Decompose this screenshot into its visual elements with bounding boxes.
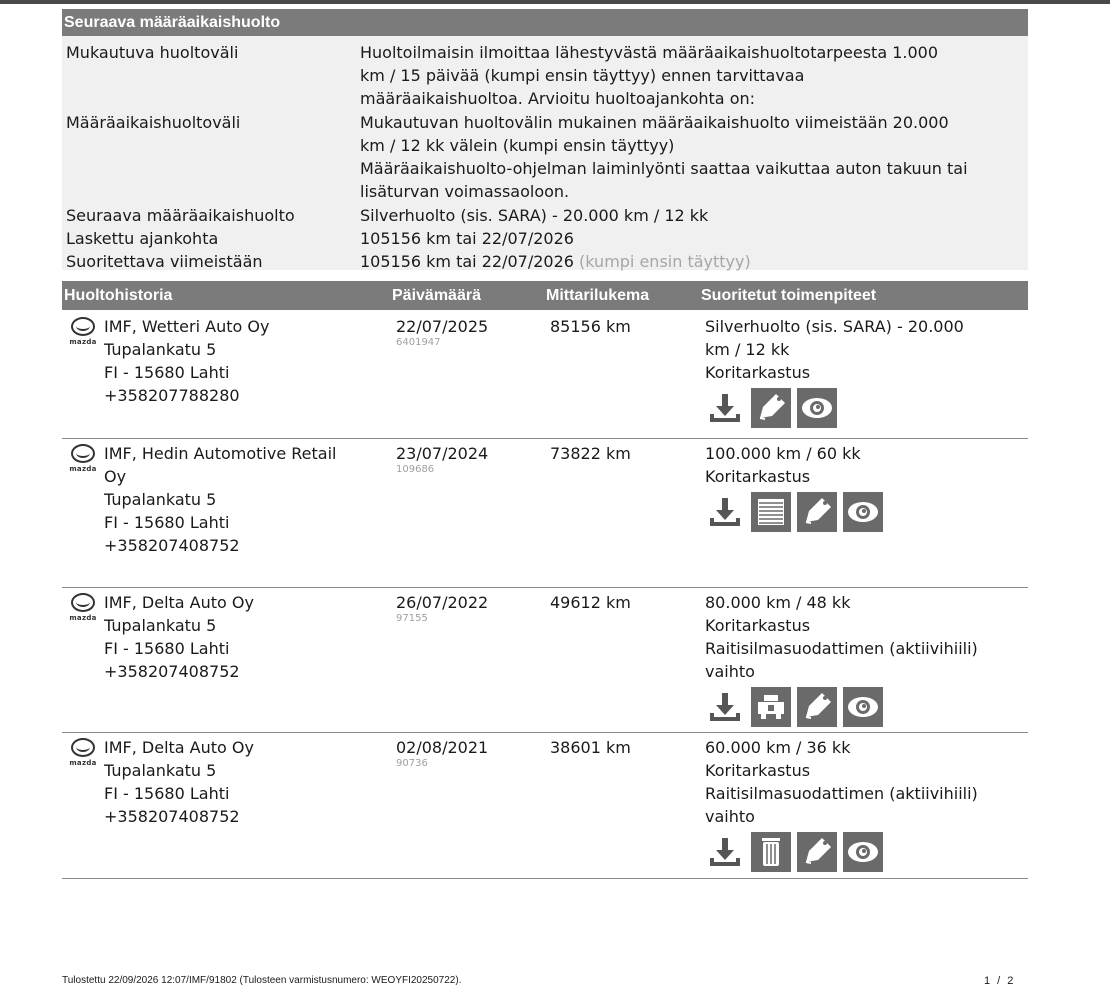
workshop-details: IMF, Wetteri Auto Oy Tupalankatu 5 FI - 15680 Lahti +358207788280 <box>104 317 270 405</box>
action-icons <box>705 388 1028 428</box>
next-service-value: Silverhuolto (sis. SARA) - 20.000 km / 12 kk <box>360 206 709 225</box>
workshop-details: IMF, Delta Auto Oy Tupalankatu 5 FI - 15680 Lahti +358207408752 <box>104 593 254 681</box>
workshop-details: IMF, Delta Auto Oy Tupalankatu 5 FI - 15680 Lahti +358207408752 <box>104 738 254 826</box>
action-icons <box>705 492 1028 532</box>
performed-operations: Silverhuolto (sis. SARA) - 20.000 km / 12 kk Koritarkastus <box>705 315 1028 428</box>
car-icon[interactable] <box>751 687 791 727</box>
tag-icon[interactable] <box>797 687 837 727</box>
filter-icon[interactable] <box>751 492 791 532</box>
odometer-reading: 38601 km <box>550 738 631 757</box>
document-number: 109686 <box>396 464 435 475</box>
next-service-heading: Seuraava määräaikaishuolto <box>62 9 1028 36</box>
download-icon[interactable] <box>705 687 745 727</box>
eye-icon[interactable] <box>843 492 883 532</box>
calculated-time-label: Laskettu ajankohta <box>66 229 219 248</box>
performed-operations: 60.000 km / 36 kk Koritarkastus Raitisilmasuodattimen (aktiivihiili) vaihto <box>705 736 1028 872</box>
download-icon[interactable] <box>705 492 745 532</box>
top-rule <box>0 0 1110 4</box>
performed-operations: 80.000 km / 48 kk Koritarkastus Raitisilmasuodattimen (aktiivihiili) vaihto <box>705 591 1028 727</box>
adaptive-interval-value: Huoltoilmaisin ilmoittaa lähestyvästä määräaikaishuoltotarpeesta 1.000 km / 15 päivää (kumpi ensin täyttyy) ennen tarvittavaa määräaikaishuoltoa. Arvioitu huoltoajankohta on: <box>360 43 939 108</box>
service-date: 26/07/2022 97155 <box>396 593 489 624</box>
mazda-logo-icon: mazda <box>66 593 100 625</box>
eye-icon[interactable] <box>797 388 837 428</box>
history-col-ops: Suoritetut toimenpiteet <box>701 287 877 304</box>
next-service-panel <box>62 36 1028 270</box>
due-by-label: Suoritettava viimeistään <box>66 252 263 271</box>
mazda-logo-icon: mazda <box>66 738 100 770</box>
service-date: 23/07/2024 109686 <box>396 444 489 475</box>
action-icons <box>705 687 1028 727</box>
download-icon[interactable] <box>705 388 745 428</box>
tag-icon[interactable] <box>797 492 837 532</box>
tag-icon[interactable] <box>751 388 791 428</box>
mazda-logo-icon: mazda <box>66 444 100 476</box>
page-number: 1 / 2 <box>984 975 1014 987</box>
calculated-time-value: 105156 km tai 22/07/2026 <box>360 229 574 248</box>
history-entry <box>62 587 1028 733</box>
due-by-value: 105156 km tai 22/07/2026 (kumpi ensin täyttyy) <box>360 252 751 271</box>
history-col-km: Mittarilukema <box>546 287 650 304</box>
download-icon[interactable] <box>705 832 745 872</box>
mazda-logo-icon: mazda <box>66 317 100 349</box>
history-col-date: Päivämäärä <box>392 287 481 304</box>
history-col-shop: Huoltohistoria <box>64 287 173 304</box>
due-by-note: (kumpi ensin täyttyy) <box>579 252 751 271</box>
document-number: 97155 <box>396 613 428 624</box>
tag-icon[interactable] <box>797 832 837 872</box>
scheduled-interval-value: Mukautuvan huoltovälin mukainen määräaikaishuolto viimeistään 20.000 km / 12 kk välein (kumpi ensin täyttyy) Määräaikaishuolto-ohjelman laiminlyönti saattaa vaikuttaa auton takuun tai lisäturvan voimassaoloon. <box>360 113 968 201</box>
next-service-label: Seuraava määräaikaishuolto <box>66 206 295 225</box>
odometer-reading: 49612 km <box>550 593 631 612</box>
history-entry <box>62 311 1028 439</box>
eye-icon[interactable] <box>843 832 883 872</box>
history-entry <box>62 732 1028 879</box>
eye-icon[interactable] <box>843 687 883 727</box>
document-number: 6401947 <box>396 337 441 348</box>
odometer-reading: 85156 km <box>550 317 631 336</box>
action-icons <box>705 832 1028 872</box>
history-entry <box>62 438 1028 588</box>
oil-filter-icon[interactable] <box>751 832 791 872</box>
print-info: Tulostettu 22/09/2026 12:07/IMF/91802 (Tulosteen varmistusnumero: WEOYFI20250722). <box>62 975 462 986</box>
adaptive-interval-label: Mukautuva huoltoväli <box>66 43 239 62</box>
document-number: 90736 <box>396 758 428 769</box>
service-date: 02/08/2021 90736 <box>396 738 489 769</box>
performed-operations: 100.000 km / 60 kk Koritarkastus <box>705 442 1028 532</box>
history-header <box>62 281 1028 310</box>
workshop-details: IMF, Hedin Automotive Retail Oy Tupalankatu 5 FI - 15680 Lahti +358207408752 <box>104 444 337 555</box>
scheduled-interval-label: Määräaikaishuoltoväli <box>66 113 241 132</box>
odometer-reading: 73822 km <box>550 444 631 463</box>
service-date: 22/07/2025 6401947 <box>396 317 489 348</box>
